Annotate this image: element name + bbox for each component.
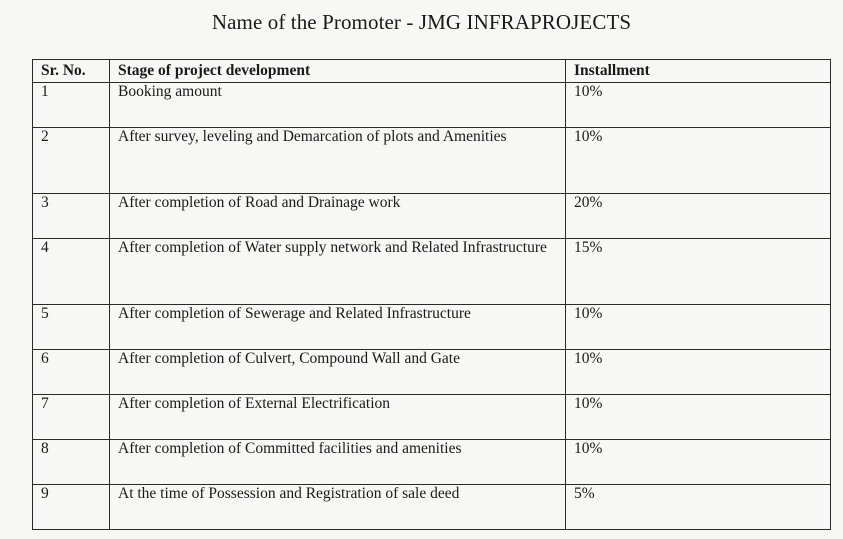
- installment-cell: 15%: [566, 239, 831, 305]
- installment-cell: 10%: [566, 440, 831, 485]
- stage-cell: After completion of Water supply network and Related Infrastructure: [110, 239, 566, 305]
- stage-cell: After survey, leveling and Demarcation of plots and Amenities: [110, 128, 566, 194]
- stage-cell: After completion of Road and Drainage work: [110, 194, 566, 239]
- installment-cell: 10%: [566, 350, 831, 395]
- page-title: Name of the Promoter - JMG INFRAPROJECTS: [211, 10, 632, 34]
- stage-cell: Booking amount: [110, 83, 566, 128]
- table-row: [33, 239, 831, 305]
- installment-cell: 20%: [566, 194, 831, 239]
- sr-no-cell: 6: [33, 350, 110, 395]
- header-installment: Installment: [566, 60, 831, 83]
- table-row: [33, 485, 831, 530]
- stage-cell: After completion of Sewerage and Related Infrastructure: [110, 305, 566, 350]
- installment-cell: 10%: [566, 305, 831, 350]
- table-header-row: [33, 60, 831, 83]
- sr-no-cell: 4: [33, 239, 110, 305]
- sr-no-cell: 1: [33, 83, 110, 128]
- installment-cell: 5%: [566, 485, 831, 530]
- header-sr-no: Sr. No.: [33, 60, 110, 83]
- table-row: [33, 350, 831, 395]
- installment-cell: 10%: [566, 83, 831, 128]
- table-row: [33, 395, 831, 440]
- sr-no-cell: 3: [33, 194, 110, 239]
- stage-cell: At the time of Possession and Registration of sale deed: [110, 485, 566, 530]
- table-row: [33, 440, 831, 485]
- table-row: [33, 305, 831, 350]
- header-stage: Stage of project development: [110, 60, 566, 83]
- sr-no-cell: 9: [33, 485, 110, 530]
- sr-no-cell: 7: [33, 395, 110, 440]
- stage-cell: After completion of Culvert, Compound Wall and Gate: [110, 350, 566, 395]
- table-row: [33, 128, 831, 194]
- installment-cell: 10%: [566, 128, 831, 194]
- sr-no-cell: 8: [33, 440, 110, 485]
- sr-no-cell: 5: [33, 305, 110, 350]
- stage-cell: After completion of Committed facilities and amenities: [110, 440, 566, 485]
- stage-cell: After completion of External Electrification: [110, 395, 566, 440]
- payment-schedule-table: [32, 59, 831, 530]
- table-row: [33, 83, 831, 128]
- table-row: [33, 194, 831, 239]
- sr-no-cell: 2: [33, 128, 110, 194]
- installment-cell: 10%: [566, 395, 831, 440]
